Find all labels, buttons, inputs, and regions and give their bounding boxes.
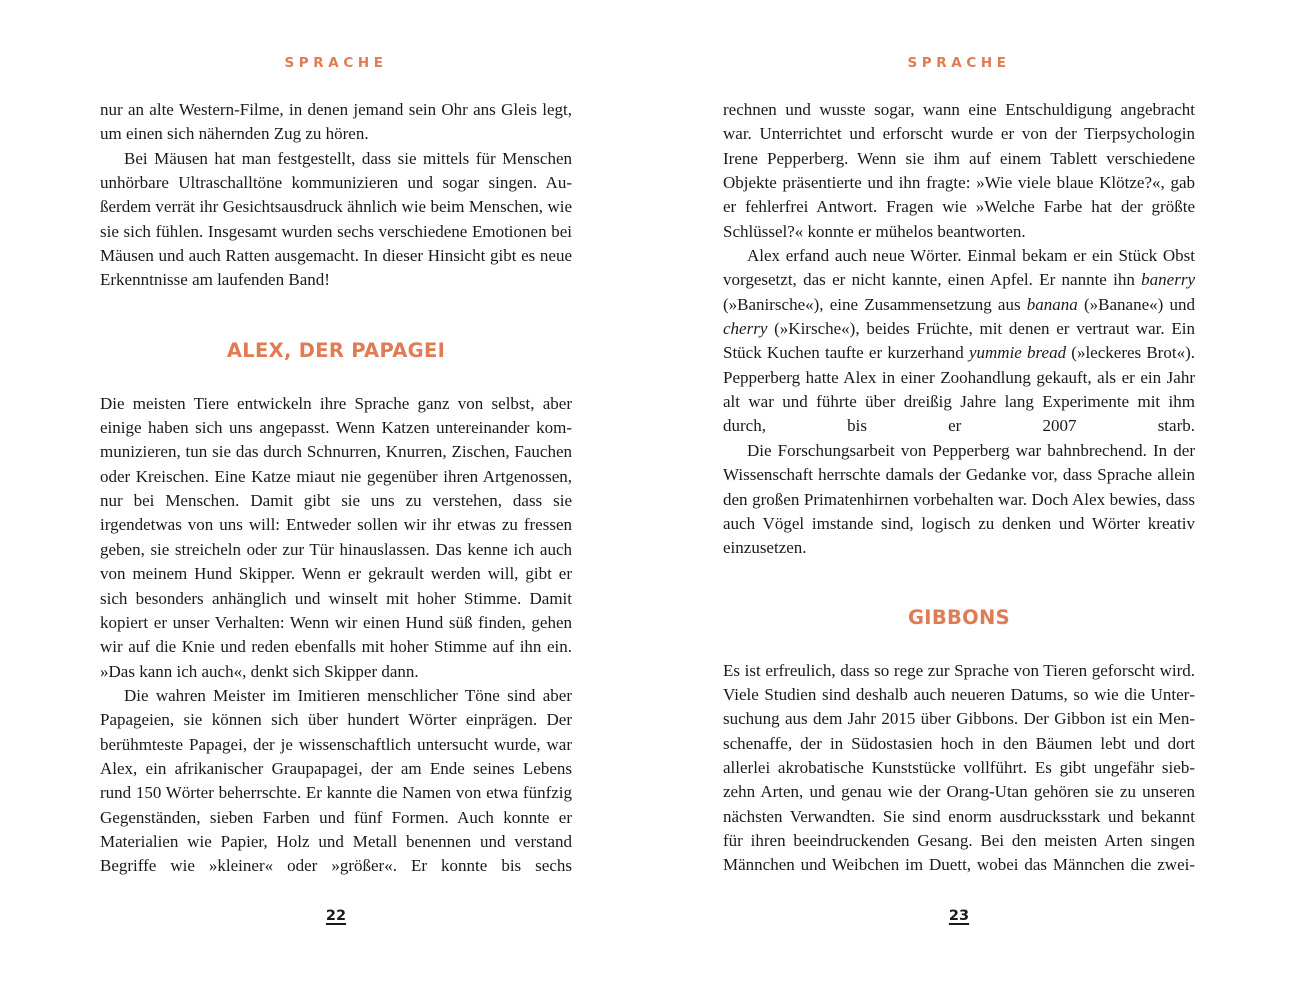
right-paragraph-1: rechnen und wusste sogar, wann eine Entschuldigung angebracht war. Unterrichtet und erforscht wurde er von der Tierpsychologin Irene Pepperberg. Wenn sie ihm auf einem Tablett verschiedene Objekte präsentierte und ihn fragte: »Wie viele blaue Klötze?«, gab er fehlerfrei Antwort. Fragen wie »Welche Farbe hat der größte Schlüssel?« konnte er mühelos beantworten.: [723, 100, 1195, 241]
running-head-right: SPRACHE: [907, 55, 1011, 71]
page-number-right: [723, 908, 1195, 924]
right-paragraph-4: Es ist erfreulich, dass so rege zur Sprache von Tieren geforscht wird. Viele Studien sind deshalb auch neueren Datums, so wie die Untersuchung aus dem Jahr 2015 über Gibbons. Der Gibbon ist ein Menschenaffe, der in Südostasien hoch in den Bäumen lebt und dort allerlei akrobatische Kunststücke vollführt. Es gibt ungefähr siebzehn Arten, und genau wie der Orang-Utan gehören sie zu unseren nächsten Verwandten. Sie sind enorm ausdrucksstark und bekannt für ihren beeindruckenden Gesang. Bei den meisten Arten singen Männchen und Weibchen im Duett, wobei das Männchen die zwei-: [723, 660, 1195, 875]
para2-text-5: (»leckeres Brot«). Pepperberg hatte Alex in einer Zoohandlung gekauft, als er ein Jahr alt war und führte über dreißig Jahre lang Experimente mit ihm durch, bis er 2007 starb.: [723, 343, 1195, 436]
italic-word-cherry: cherry: [723, 319, 768, 339]
left-page: [100, 0, 572, 1000]
page-number-right-text: 23: [948, 908, 970, 924]
running-head-left: SPRACHE: [284, 55, 388, 71]
para2-text-3: (»Banane«) und: [1077, 294, 1195, 314]
left-paragraph-2: Bei Mäusen hat man festgestellt, dass sie mittels für Menschen unhörbare Ultraschalltöne kommunizieren und sogar singen. Außerdem verrät ihr Gesichtsausdruck ähnlich wie beim Menschen, wie sie sich fühlen. Insgesamt wurden sechs verschiedene Emotionen bei Mäusen und auch Ratten ausgemacht. In dieser Hinsicht gibt es neue Erkenntnisse am laufenden Band!: [100, 148, 572, 290]
left-paragraph-3: Die meisten Tiere entwickeln ihre Sprache ganz von selbst, aber einige haben sich uns angepasst. Wenn Katzen untereinander kommunizieren, tun sie das durch Schnurren, Knurren, Zischen, Fauchen oder Kreischen. Eine Katze miaut nie gegenüber ihren Artgenossen, nur bei Menschen. Damit gibt sie uns zu verstehen, dass sie irgendetwas von uns will: Entweder sollen wir ihr etwas zu fressen geben, sie streicheln oder zur Tür hinauslassen. Das kenne ich auch von meinem Hund Skipper. Wenn er gekrault werden will, gibt er sich besonders anhänglich und winselt mit hoher Stimme. Damit kopiert er unser Verhalten: Wenn wir einen Hund süß finden, gehen wir auf die Knie und reden ebenfalls mit hoher Stimme auf ihn ein. »Das kann ich auch«, denkt sich Skipper dann.: [100, 393, 572, 681]
page-number-left: [100, 908, 572, 924]
right-paragraph-3: Die Forschungsarbeit von Pepperberg war bahnbrechend. In der Wissenschaft herrschte damals der Gedanke vor, dass Sprache allein den großen Primatenhirnen vorbehalten war. Doch Alex bewies, dass auch Vögel imstande sind, logisch zu denken und Wörter kreativ einzusetzen.: [723, 440, 1195, 558]
page-number-left-text: 22: [325, 908, 347, 924]
section-heading-gibbons: GIBBONS: [907, 605, 1011, 629]
left-page-body: [100, 98, 572, 879]
right-page: [723, 0, 1195, 1000]
para2-text-1: Alex erfand auch neue Wörter. Einmal bekam er ein Stück Obst vorgesetzt, das er nicht kannte, einen Apfel. Er nannte ihn: [723, 246, 1195, 290]
left-paragraph-4: Die wahren Meister im Imitieren menschlicher Töne sind aber Papageien, sie können sich über hundert Wörter einprägen. Der berühmteste Papagei, der je wissenschaftlich untersucht wurde, war Alex, ein afrikanischer Graupapagei, der am Ende seines Lebens rund 150 Wörter beherrschte. Er kannte die Namen von etwa fünfzig Gegenständen, sieben Farben und fünf Formen. Auch konnte er Materialien wie Papier, Holz und Metall benennen und verstand Begriffe wie »kleiner« oder »größer«. Er konnte bis sechs: [100, 685, 572, 876]
para2-text-4: (»Kirsche«), beides Früchte, mit denen er vertraut war. Ein Stück Kuchen taufte er kurzerhand: [723, 319, 1195, 363]
section-heading-alex: ALEX, DER PAPAGEI: [226, 338, 446, 362]
right-paragraph-2: [723, 244, 1195, 439]
italic-word-yummie-bread: yummie bread: [968, 343, 1067, 363]
para2-text-2: (»Banirsche«), eine Zusammensetzung aus: [723, 294, 1027, 314]
italic-word-banana: banana: [1026, 294, 1078, 314]
left-paragraph-1: nur an alte Western-Filme, in denen jemand sein Ohr ans Gleis legt, um einen sich nähernden Zug zu hören.: [100, 100, 572, 144]
right-page-body: [723, 98, 1195, 878]
italic-word-banerry: banerry: [1141, 270, 1195, 290]
